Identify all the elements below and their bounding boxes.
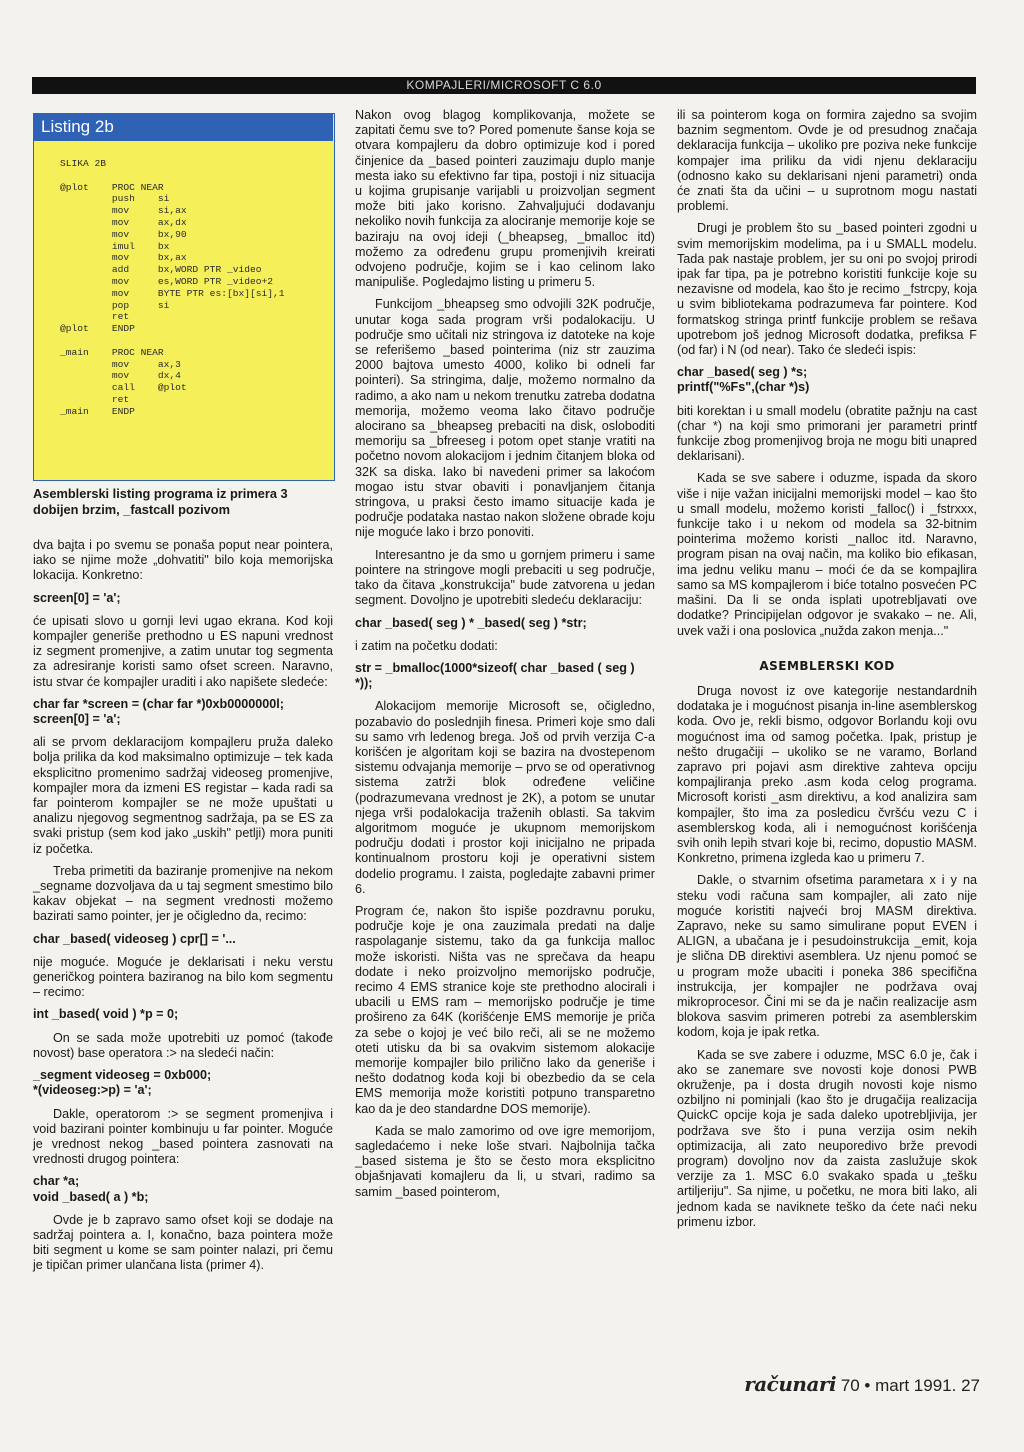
paragraph: ili sa pointerom koga on formira zajedno sa svojim baznim segmentom. Ovde je od presudnog značaja deklaracija funkcija – ukoliko pre poziva neke funkcije kompajer ima priliku da vidi njenu deklaraciju (odnosno kako su deklarisani njeni parametri) onda će znati šta da učini – u suprotnom mogu nastati problemi.: [677, 108, 977, 214]
code-line: printf("%Fs",(char *)s): [677, 380, 810, 395]
paragraph: biti korektan i u small modelu (obratite pažnju na cast (char *) na koji smo primorani jer parametri printf funkcije zbog promenjivog broja ne mogu biti unapred deklarisani).: [677, 403, 977, 464]
paragraph: Program će, nakon što ispiše pozdravnu poruku, područje koje je ona zauzimala predati na dalje raspolaganje sistemu, tako da ga funkcija malloc može iskoristi. Ništa vas ne sprečava da heapu dodate i neko proizvoljno memorijsko područje, recimo 4 EMS stranice koje ste prethodno alocirali i ubacili u EMS ram – memorijsko područje je time prošireno za 64K (korišćenje EMS memorije je priča za sebe o kojoj je već bilo reči, ali se ne možemo oteti utisku da bi sa ovakvim sistemom alokacije memorije kompajler bilo prilično lako da generiše i nešto dodatnog koda koji bi obezbedio da se cela EMS memorija može koristiti potpuno transparetno kao da je deo standardne DOS memorije).: [355, 903, 655, 1116]
listing-caption: Asemblerski listing programa iz primera 3 dobijen brzim, _fastcall pozivom: [33, 486, 288, 517]
code-line: char _based( seg ) *s;: [677, 365, 808, 380]
paragraph: Ovde je b zapravo samo ofset koji se dodaje na sadržaj pointera a. I, konačno, baza pointera može biti segment u kome se sam pointer nalazi, pri čemu je tipičan primer ulančana lista (primer 4).: [33, 1212, 333, 1273]
paragraph: nije moguće. Moguće je deklarisati i neku verstu generičkog pointera baziranog na bilo kom segmentu – recimo:: [33, 954, 333, 1000]
code-line: *(videoseg:>p) = 'a';: [33, 1083, 152, 1098]
paragraph: Dakle, o stvarnim ofsetima parametara x i y na steku vodi računa sam kompajler, ali zato nije moguće koristiti najveći broj MASM direktiva. Zapravo, neke su samo simulirane poput EVEN i ALIGN, a ubačana je i pesudoinstrukcija _emit, koja je slična DB direktivi asemblera. Uz njenu pomoć se u program može ubaciti i poneka 386 specifična instrukcija, jer kompajler ne podržava ovaj mikroprocesor. Čini mi se da je način realizacije asm blokova sasvim primeren potrebi za asemblerskim kodom, koja je ipak retka.: [677, 873, 977, 1040]
code-line: void _based( a ) *b;: [33, 1189, 149, 1204]
column-1: [33, 538, 333, 1281]
magazine-logo: računari: [744, 1372, 837, 1396]
paragraph: Nakon ovog blagog komplikovanja, možete se zapitati čemu sve to? Pored pomenute šanse koja se otvara kompajleru da dobro optimizuje kod i pored činjenice da _based pointeri zauzimaju duplo manje mesta iako su efektivno far tipa, postoji i niz situacija u kojima grupisanje varijabli u proizvoljan segment može biti jako korisno. Zahvaljujući dodavanju nekoliko novih funkcija za alociranje memorije koje se baziraju na ovoj ideji (_bheapseg, _bmalloc itd) možemo za određenu grupu promenjivih kreirati odvojeno područje, kojim se i kao celinom lako manipuliše. Pogledajmo listing u primeru 5.: [355, 108, 655, 290]
paragraph: Kada se sve zabere i oduzme, MSC 6.0 je, čak i ako se zanemare sve novosti koje donosi PWB okruženje, pa i dosta drugih novosti koje nismo ozbiljno ni pominjali (kao što je drugačija realizacija QuickC opcije koja je sada daleko upotrebljivija, jer podržava sve što i puna verzija osim nekih optimizacija, ali zato neuporedivo brže prevodi program) dovoljno nov da zaista zaslužuje skok verzije za 1. MSC 6.0 svakako spada u „tešku artiljeriju". Sa njime, u početku, ne mora biti lako, ali jednom kada se naviknete teško da ćete naći neku primenu izbor.: [677, 1047, 977, 1229]
paragraph: On se sada može upotrebiti uz pomoć (takođe novost) base operatora :> na sledeći način:: [33, 1030, 333, 1060]
code-line: screen[0] = 'a';: [33, 590, 121, 605]
code-line: int _based( void ) *p = 0;: [33, 1007, 179, 1022]
paragraph: Dakle, operatorom :> se segment promenjiva i void bazirani pointer kombinuju u far pointer. Moguće je vrednost nekog _based pointera zasnovati na vrednosti drugog pointera:: [33, 1106, 333, 1167]
paragraph: Treba primetiti da baziranje promenjive na nekom _segname dozvoljava da u taj segment smestimo bilo kakav objekat – na segment vrednosti možemo bazirati samo pointer, jer je očigledno da, recimo:: [33, 863, 333, 924]
code-line: char _based( videoseg ) cpr[] = '...: [33, 931, 236, 946]
paragraph: Kada se malo zamorimo od ove igre memorijom, sagledaćemo i neke loše stvari. Najbolnija tačka _based sistema je što se često mora eksplicitno objašnjavati komajleru da li, u stvari, radimo sa samim _based pointerom,: [355, 1123, 655, 1199]
code-line: char *a;: [33, 1174, 80, 1189]
page-footer: [690, 1372, 980, 1396]
issue-info: 70 • mart 1991. 27: [840, 1376, 980, 1395]
code-line: _segment videoseg = 0xb000;: [33, 1068, 212, 1083]
code-line: screen[0] = 'a';: [33, 712, 121, 727]
column-3: [677, 108, 977, 1237]
code-line: char far *screen = (char far *)0xb0000000l;: [33, 696, 284, 711]
paragraph: Kada se sve sabere i oduzme, ispada da skoro više i nije važan inicijalni memorijski model – kao što u small modelu, možemo koristi _falloc() i _fstrxxx, funkcije tako i u nekom od modela sa 32-bitnim pointerima možemo koristi _nalloc itd. Naravno, program pisan na ovaj način, ma koliko bio efikasan, ima jednu veliku manu – moći će da se kompajlira samo sa MS kompajlerom i biće totalno posvećen PC mašini. Da li se onda isplati upotrebljavati ove dodatke? Principijelan odgovor je svakako – ne. Ali, uvek važi i ona poslovica „nužda zakon menja...": [677, 471, 977, 638]
header-title: KOMPAJLERI/MICROSOFT C 6.0: [406, 78, 602, 92]
paragraph: Interesantno je da smo u gornjem primeru i same pointere na stringove mogli prebaciti u seg područje, tako da čitava „konstrukcija" bude zatvorena u jedan segment. Dovoljno je upotrebiti sledeću deklaraciju:: [355, 547, 655, 608]
paragraph: će upisati slovo u gornji levi ugao ekrana. Kod koji kompajler generiše prethodno u ES napuni vrednost iz segment promenjive, a zatim unutar tog segmenta za adresiranje koristi samo ofset screen. Naravno, istu stvar će kompajler uraditi i ako napišete sledeće:: [33, 613, 333, 689]
paragraph: dva bajta i po svemu se ponaša poput near pointera, iako se njime može „dohvatiti" bilo koja memorijska lokacija. Konkretno:: [33, 538, 333, 583]
paragraph: Drugi je problem što su _based pointeri zgodni u svim memorijskim modelima, pa i u SMALL modelu. Tada pak nastaje problem, jer su oni po svojoj prirodi ipak far tipa, pa je potrebno koristiti funkcije koje su nezavisne od modela, kao što je recimo _fstrcpy, koja u svim bibliotekama podrazumeva far pointere. Kod formatskog stringa printf funkcije problem se rešava upotrebom još jednog Microsoft dodatka, prefiksa F (od far) i N (od near). Tako će sledeći ispis:: [677, 221, 977, 358]
code-line: str = _bmalloc(1000*sizeof( char _based ( seg ) *));: [355, 660, 635, 691]
listing-code: SLIKA 2B @plot PROC NEAR push si mov si,ax mov ax,dx mov bx,90 imul bx mov bx,ax add bx,WORD PTR _video mov es,WORD PTR _video+2 mov BYTE PTR es:[bx][si],1 pop si ret @plot ENDP _main PROC NEAR mov ax,3 mov dx,4 call @plot ret _main ENDP: [60, 158, 285, 417]
listing-title: Listing 2b: [33, 113, 333, 141]
paragraph: Funkcijom _bheapseg smo odvojili 32K područje, unutar koga sada program vrši podalokaciju. U područje smo učitali niz stringova iz datoteke na koje se referišemo _based pointerima (niz str zauzima 2000 bajtova umesto 4000, koliko bi odneli far pointeri). Sa stringima, dalje, možemo normalno da radimo, a ako nam u nekom trenutku zatreba dodatna memorija, možemo veoma lako čitavo područje alocirano sa _bheapseg prebaciti na disk, osloboditi memoriju sa _bfreeseg i potom opet stanje vratiti na početno novom alokacijom i jednim čitanjem bloka od 32K sa diska. Iako bi navedeni primer sa lakoćom mogao istu stvar obaviti i ponavljanjem čitanja stringova, u praksi često imamo situacije kada je područje podataka nastao nakon složene obrade koju nije moguće lako i brzo ponoviti.: [355, 297, 655, 540]
paragraph: ali se prvom deklaracijom kompajleru pruža daleko bolja prilika da kod maksimalno optimizuje – tek kada eksplicitno promenimo sadržaj videoseg promenjive, kompajler mora da izmeni ES registar – kada radi sa far pointerom kompajler se ne može upuštati u analizu njegovog segmentnog sadržaja, pa se ES za svaki pristup (sem kod jako „uskih" petlji) mora puniti iz početka.: [33, 735, 333, 856]
paragraph: Alokacijom memorije Microsoft se, očigledno, pozabavio do poslednjih finesa. Primeri koje smo dali su samo vrh ledenog brega. Još od prvih verzija C-a korišćen je algoritam koji se bazira na dvostepenom sistemu odvajanja memorije – prvo se od operativnog sistema zatrži blok određene veličine (podrazumevana vrednost je 2K), a potom se unutar njega vrši podalokacija traženih oblasti. Sa takvim algoritmom moguće je ukupnom memorijskom području dodati i prostor koji inicijalno ne pripada kontinualnom prostoru koji je operativni sistem dodelio programu. I zaista, pogledajte zabavni primer 6.: [355, 699, 655, 896]
page-header-bar: [32, 77, 976, 94]
column-2: [355, 108, 655, 1207]
code-line: char _based( seg ) * _based( seg ) *str;: [355, 615, 587, 630]
paragraph: Druga novost iz ove kategorije nestandardnih dodataka je i mogućnost pisanja in-line asemblerskog koda. Ovo je, rekli bismo, odgovor Borlandu koji ovu mogućnost ima od samog početka. Ipak, pristup je nešto drugačiji – ukoliko se ne varamo, Borland zapravo pri pojavi asm direktive zahteva opciju kompajliranja preko .asm koda celog programa. Microsoft koristi _asm direktivu, a kod analizira sam kompajler, što ima za posledicu čvršću vezu C i asemblerskog koda, ali i nemogućnost korišćenja svih onih lepih stvari koje bi, recimo, dopustio MASM. Konkretno, primena izgleda kao u primeru 7.: [677, 683, 977, 866]
section-title: ASEMBLERSKI KOD: [759, 658, 895, 673]
paragraph: i zatim na početku dodati:: [355, 638, 498, 653]
